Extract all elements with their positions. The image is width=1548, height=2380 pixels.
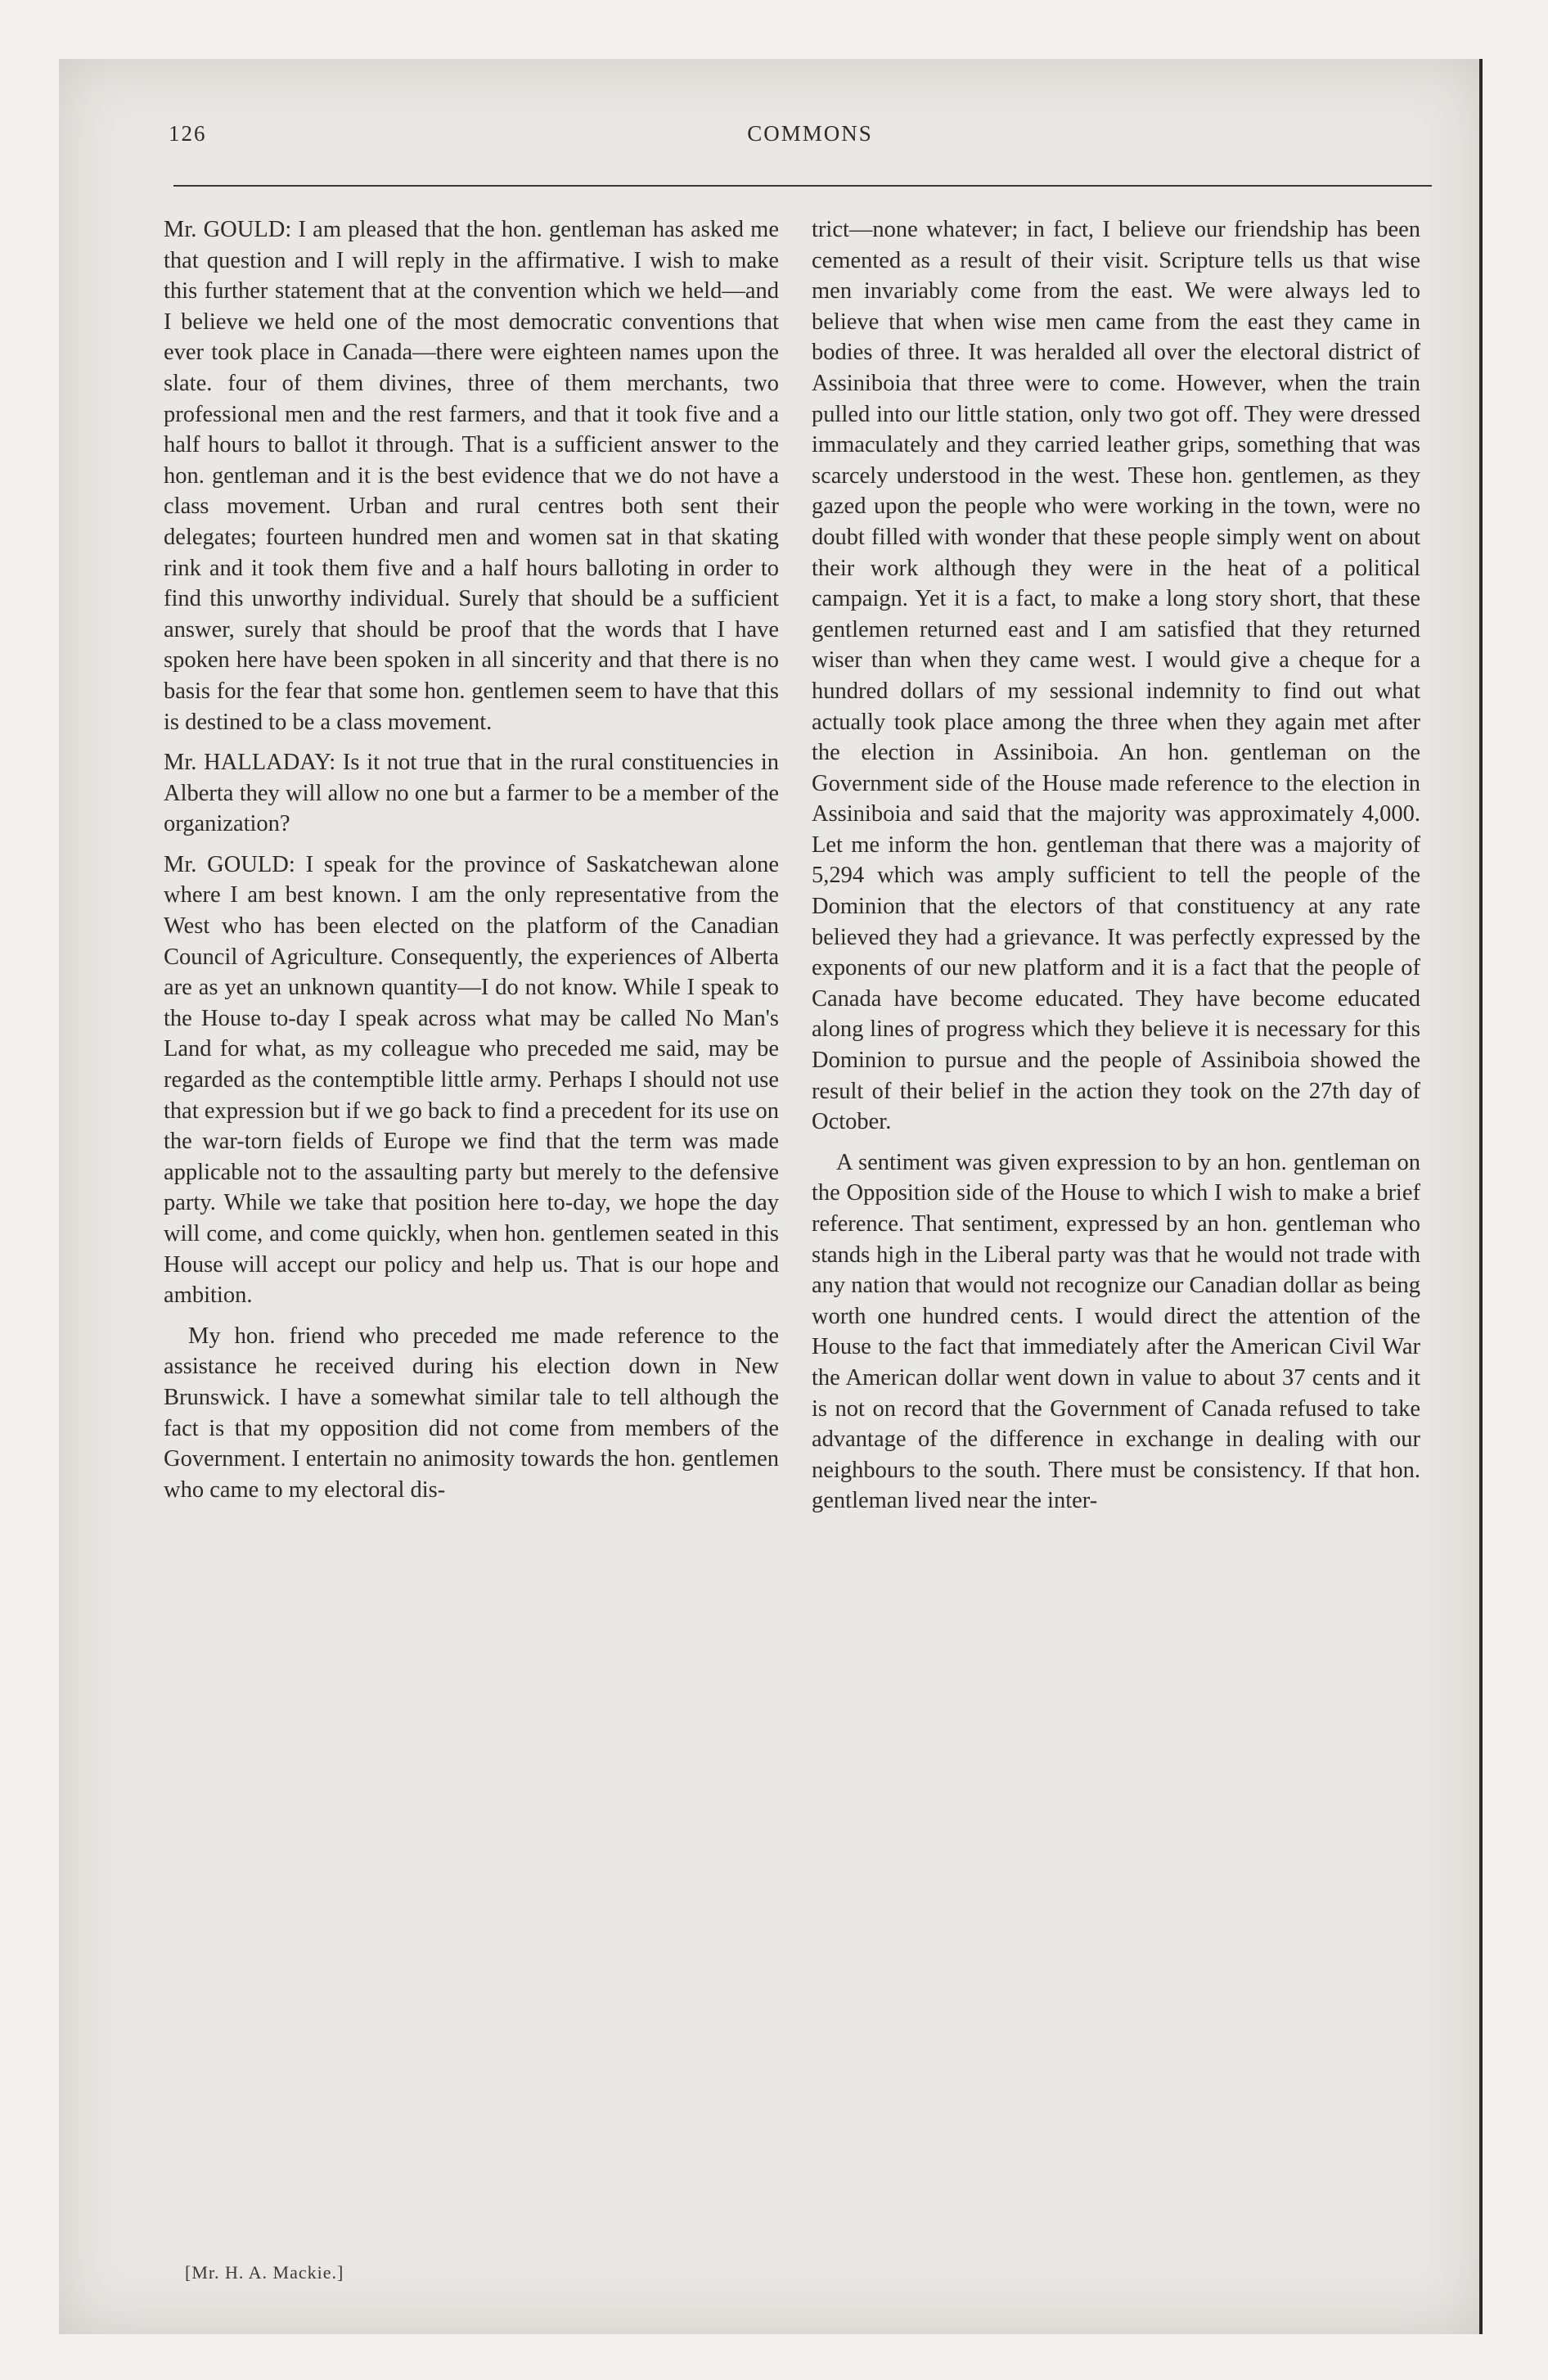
paragraph: My hon. friend who preceded me made reference to the assistance he received during his election down in New Brunswick. I have a somewhat similar tale to tell although the fact is that my opposition did not come from members of the Government. I entertain no animosity towards the hon. gentlemen who came to my electoral dis-: [164, 1323, 779, 1503]
running-title: COMMONS: [747, 121, 873, 146]
page-header: [162, 121, 1458, 154]
right-column: [812, 214, 1420, 1526]
paragraph: A sentiment was given expression to by an hon. gentleman on the Opposition side of the House to which I wish to make a brief reference. That sentiment, expressed by an hon. gentleman who stands high in the Liberal party was that he would not trade with any nation that would not recognize our Canadian dollar as being worth one hundred cents. I would direct the attention of the House to the fact that immediately after the American Civil War the American dollar went down in value to about 37 cents and it is not on record that the Government of Canada refused to take advantage of the difference in exchange in dealing with our neighbours to the south. There must be consistency. If that hon. gentleman lived near the inter-: [812, 1149, 1420, 1514]
paragraph: Mr. GOULD: I speak for the province of Saskatchewan alone where I am best known. I am the only representative from the West who has been elected on the platform of the Canadian Council of Agriculture. Consequently, the experiences of Alberta are as yet an unknown quantity—I do not know. While I speak to the House to-day I speak across what may be called No Man's Land for what, as my colleague who preceded me said, may be regarded as the contemptible little army. Perhaps I should not use that expression but if we go back to find a precedent for its use on the war-torn fields of Europe we find that the term was made applicable not to the assaulting party but merely to the defensive party. While we take that position here to-day, we hope the day will come, and come quickly, when hon. gentlemen seated in this House will accept our policy and help us. That is our hope and ambition.: [164, 851, 779, 1309]
speaker-note: [Mr. H. A. Mackie.]: [185, 2262, 344, 2283]
paragraph: trict—none whatever; in fact, I believe our friendship has been cemented as a result of their visit. Scripture tells us that wise men invariably come from the east. We were always led to believe that when wise men came from the east they came in bodies of three. It was heralded all over the electoral district of Assiniboia that three were to come. However, when the train pulled into our little station, only two got off. They were dressed immaculately and they carried leather grips, something that was scarcely understood in the west. These hon. gentlemen, as they gazed upon the people who were working in the town, were no doubt filled with wonder that these people simply went on about their work although they were in the heat of a political campaign. Yet it is a fact, to make a long story short, that these gentlemen returned east and I am satisfied that they returned wiser than when they came west. I would give a cheque for a hundred dollars of my sessional indemnity to find out what actually took place among the three when they again met after the election in Assiniboia. An hon. gentleman on the Government side of the House made reference to the election in Assiniboia and said that the majority was approximately 4,000. Let me inform the hon. gentleman that there was a majority of 5,294 which was amply sufficient to tell the people of the Dominion that the electors of that constituency at any rate believed they had a grievance. It was perfectly expressed by the exponents of our new platform and it is a fact that the people of Canada have become educated. They have become educated along lines of progress which they believe it is necessary for this Dominion to pursue and the people of Assiniboia showed the result of their belief in the action they took on the 27th day of October.: [812, 217, 1420, 1135]
page-number: 126: [169, 121, 207, 146]
paragraph: Mr. GOULD: I am pleased that the hon. gentleman has asked me that question and I will reply in the affirmative. I wish to make this further statement that at the convention which we held—and I believe we held one of the most democratic conventions that ever took place in Canada—there were eighteen names upon the slate. four of them divines, three of them merchants, two professional men and the rest farmers, and that it took five and a half hours to ballot it through. That is a sufficient answer to the hon. gentleman and it is the best evidence that we do not have a class movement. Urban and rural centres both sent their delegates; fourteen hundred men and women sat in that skating rink and it took them five and a half hours balloting in order to find this unworthy individual. Surely that should be a sufficient answer, surely that should be proof that the words that I have spoken here have been spoken in all sincerity and that there is no basis for the fear that some hon. gentlemen seem to have that this is destined to be a class movement.: [164, 217, 779, 735]
paragraph: Mr. HALLADAY: Is it not true that in the rural constituencies in Alberta they will allow no one but a farmer to be a member of the organization?: [164, 750, 779, 837]
left-column: [164, 214, 779, 1515]
scan-edge: [1479, 59, 1483, 2334]
header-rule: [173, 185, 1432, 187]
